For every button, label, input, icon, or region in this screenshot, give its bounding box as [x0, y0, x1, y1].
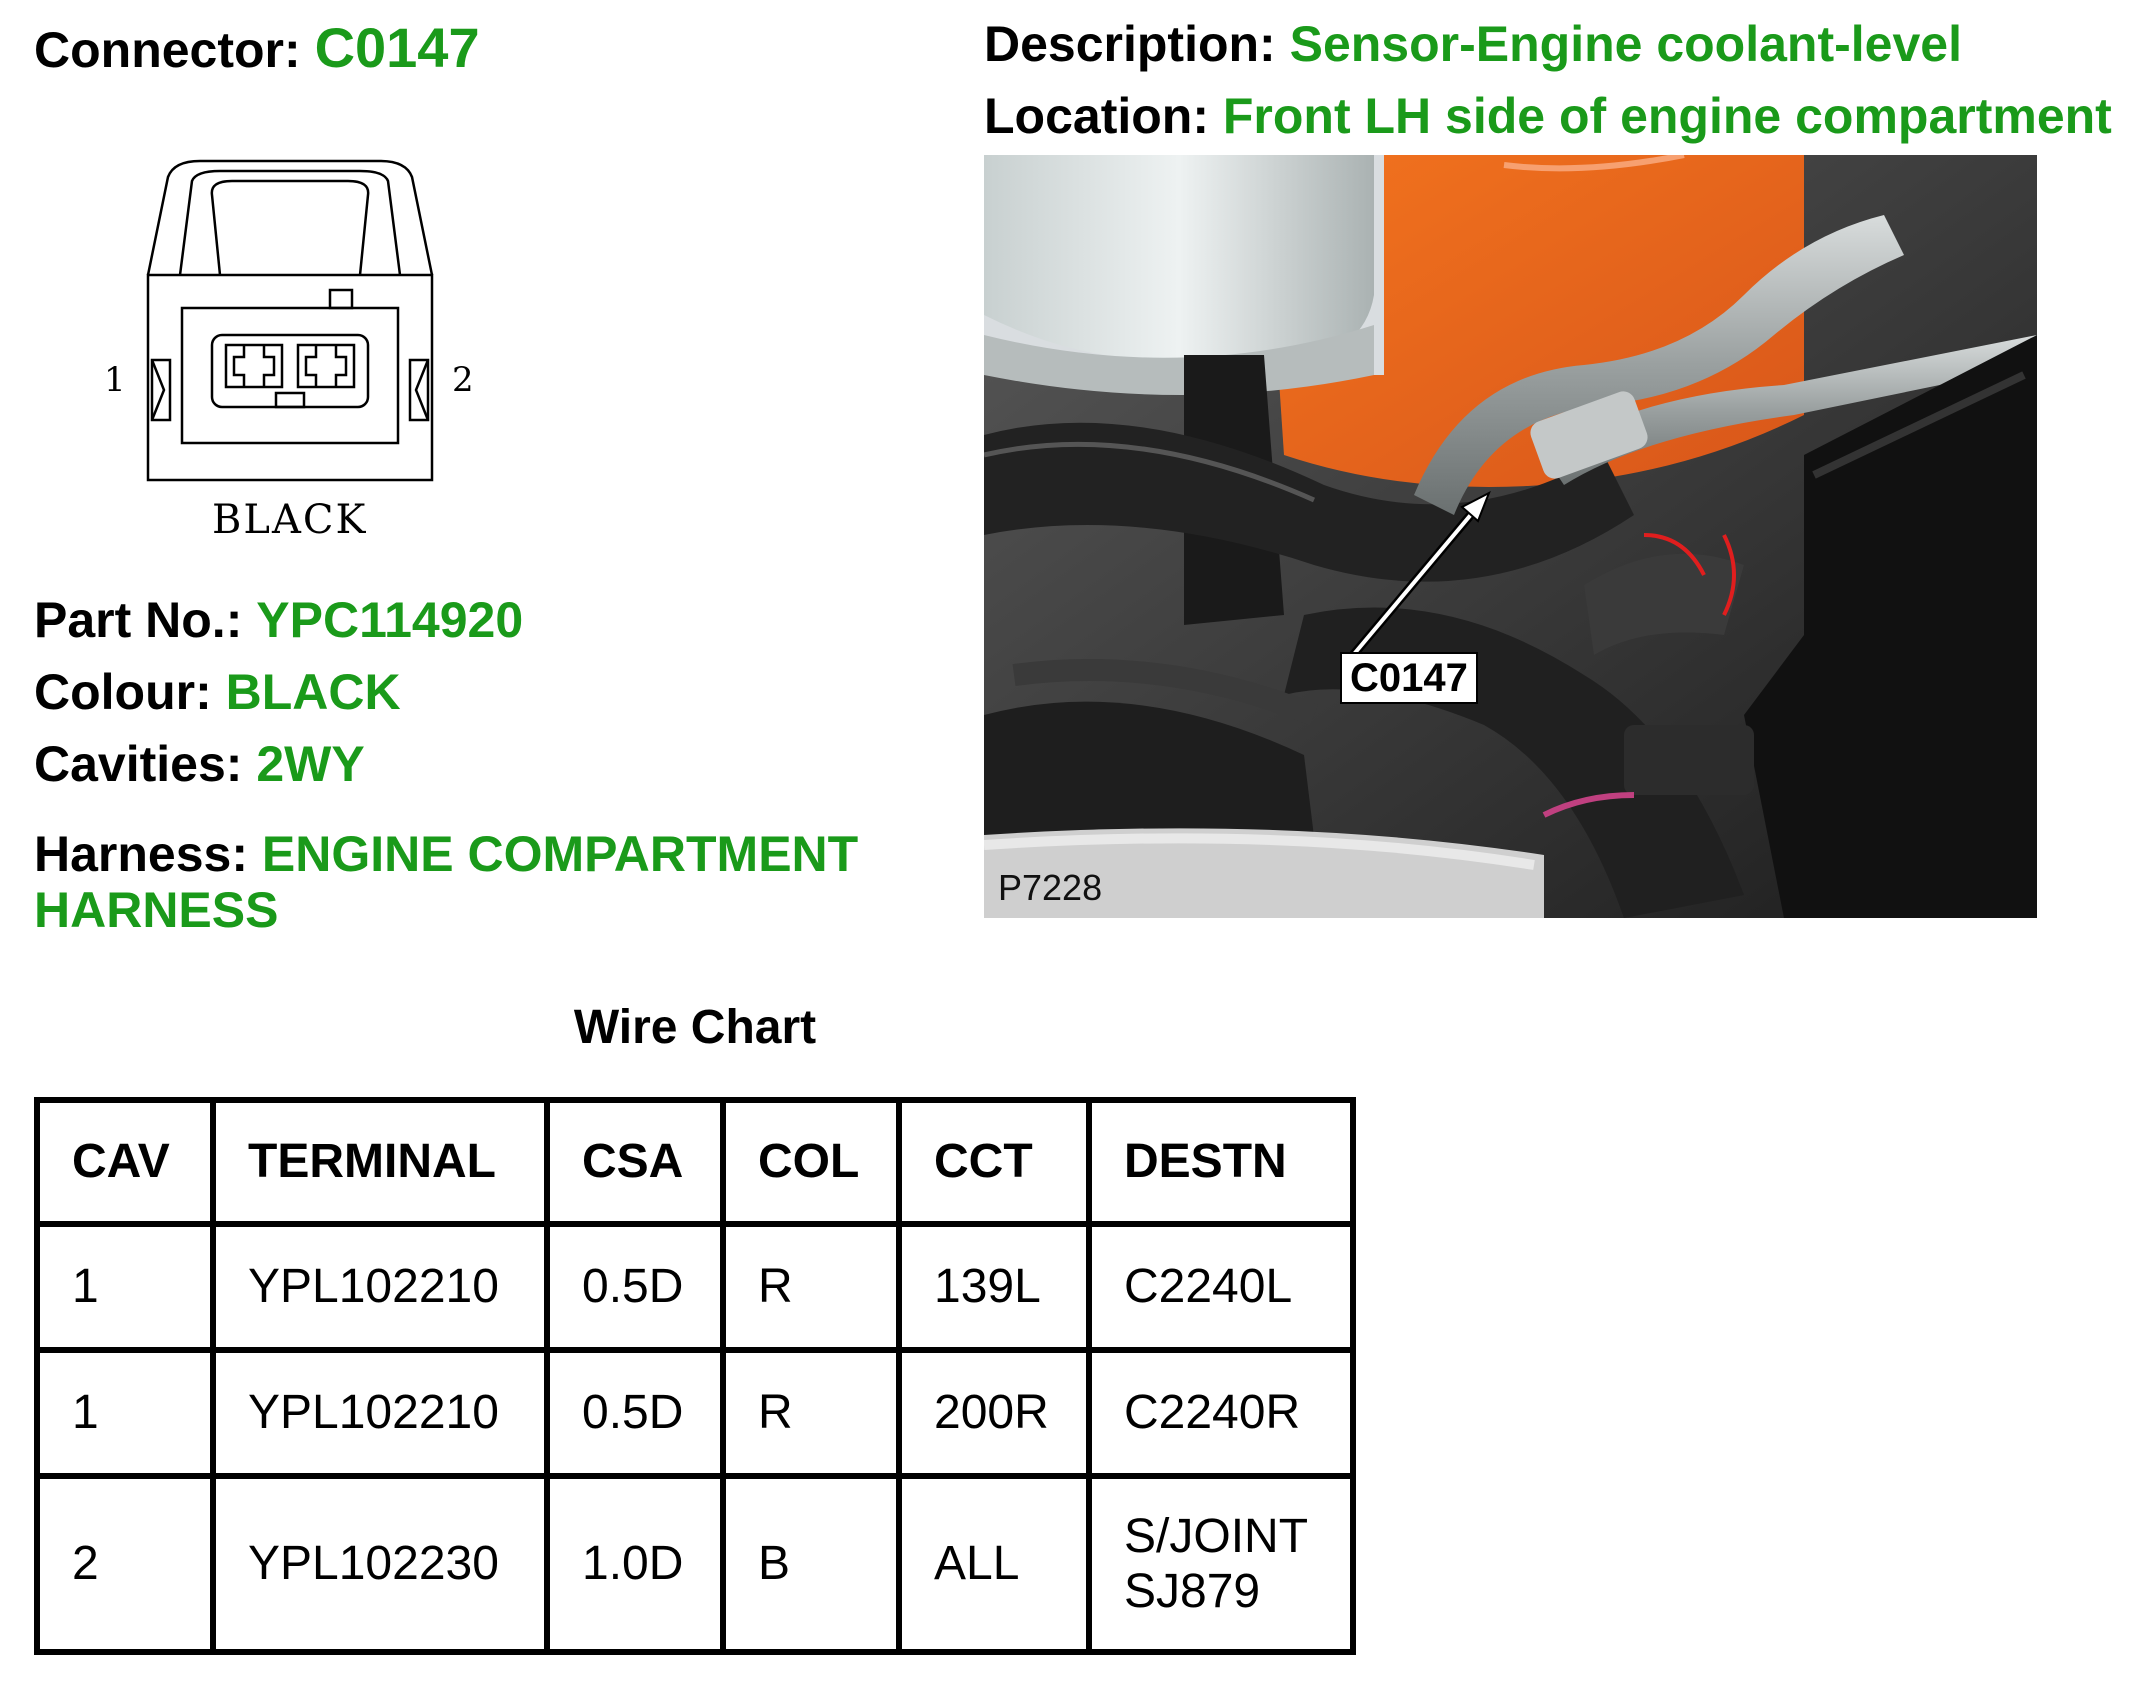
- header-cct: CCT: [899, 1100, 1089, 1224]
- cell-cav: 2: [37, 1476, 213, 1652]
- cell-cct: ALL: [899, 1476, 1089, 1652]
- part-no-value: YPC114920: [256, 592, 524, 648]
- cell-cav: 1: [37, 1350, 213, 1476]
- table-row: [37, 1350, 1353, 1476]
- connector-value: C0147: [314, 16, 480, 79]
- pin-2-label: 2: [452, 360, 474, 400]
- location-line: [984, 88, 2112, 146]
- cell-destn: C2240L: [1089, 1224, 1353, 1350]
- header-terminal: TERMINAL: [213, 1100, 547, 1224]
- location-value: Front LH side of engine compartment: [1222, 88, 2112, 144]
- connector-label: Connector:: [34, 22, 301, 78]
- part-no-line: [34, 592, 523, 650]
- pin-1-label: 1: [104, 360, 126, 400]
- location-label: Location:: [984, 88, 1209, 144]
- cell-cav: 1: [37, 1224, 213, 1350]
- connector-face-diagram: [140, 155, 440, 485]
- harness-line: [34, 826, 858, 884]
- part-no-label: Part No.:: [34, 592, 243, 648]
- description-line: [984, 16, 1962, 74]
- photo-illustration: [984, 155, 2037, 918]
- header-destn: DESTN: [1089, 1100, 1353, 1224]
- cell-destn-line1: S/JOINT: [1124, 1509, 1309, 1563]
- harness-value-line2: HARNESS: [34, 882, 279, 938]
- header-csa: CSA: [547, 1100, 723, 1224]
- table-row: [37, 1476, 1353, 1652]
- cell-col: R: [723, 1350, 899, 1476]
- cell-cct: 139L: [899, 1224, 1089, 1350]
- harness-line-2: [34, 882, 278, 940]
- cavities-label: Cavities:: [34, 736, 243, 792]
- colour-value: BLACK: [225, 664, 401, 720]
- cell-csa: 0.5D: [547, 1224, 723, 1350]
- table-row: [37, 1224, 1353, 1350]
- cell-col: B: [723, 1476, 899, 1652]
- cell-destn: [1089, 1476, 1353, 1652]
- colour-label: Colour:: [34, 664, 212, 720]
- connector-line: [34, 16, 480, 80]
- cell-csa: 1.0D: [547, 1476, 723, 1652]
- table-header-row: [37, 1100, 1353, 1224]
- cavities-value: 2WY: [256, 736, 365, 792]
- cell-destn: C2240R: [1089, 1350, 1353, 1476]
- diagram-colour-label: BLACK: [212, 497, 368, 543]
- engine-compartment-photo: [984, 155, 2037, 918]
- cell-terminal: YPL102230: [213, 1476, 547, 1652]
- harness-value-line1: ENGINE COMPARTMENT: [261, 826, 859, 882]
- cell-cct: 200R: [899, 1350, 1089, 1476]
- colour-line: [34, 664, 401, 722]
- cavities-line: [34, 736, 365, 794]
- cell-col: R: [723, 1224, 899, 1350]
- wire-chart-title: Wire Chart: [573, 1001, 817, 1054]
- header-cav: CAV: [37, 1100, 213, 1224]
- photo-callout-label: C0147: [1340, 652, 1478, 704]
- cell-terminal: YPL102210: [213, 1224, 547, 1350]
- description-label: Description:: [984, 16, 1276, 72]
- cell-csa: 0.5D: [547, 1350, 723, 1476]
- cell-terminal: YPL102210: [213, 1350, 547, 1476]
- wire-chart-table: [34, 1097, 1356, 1655]
- cell-destn-line2: SJ879: [1124, 1565, 1261, 1618]
- header-col: COL: [723, 1100, 899, 1224]
- photo-reference-code: P7228: [998, 867, 1103, 908]
- harness-label: Harness:: [34, 826, 248, 882]
- description-value: Sensor-Engine coolant-level: [1289, 16, 1962, 72]
